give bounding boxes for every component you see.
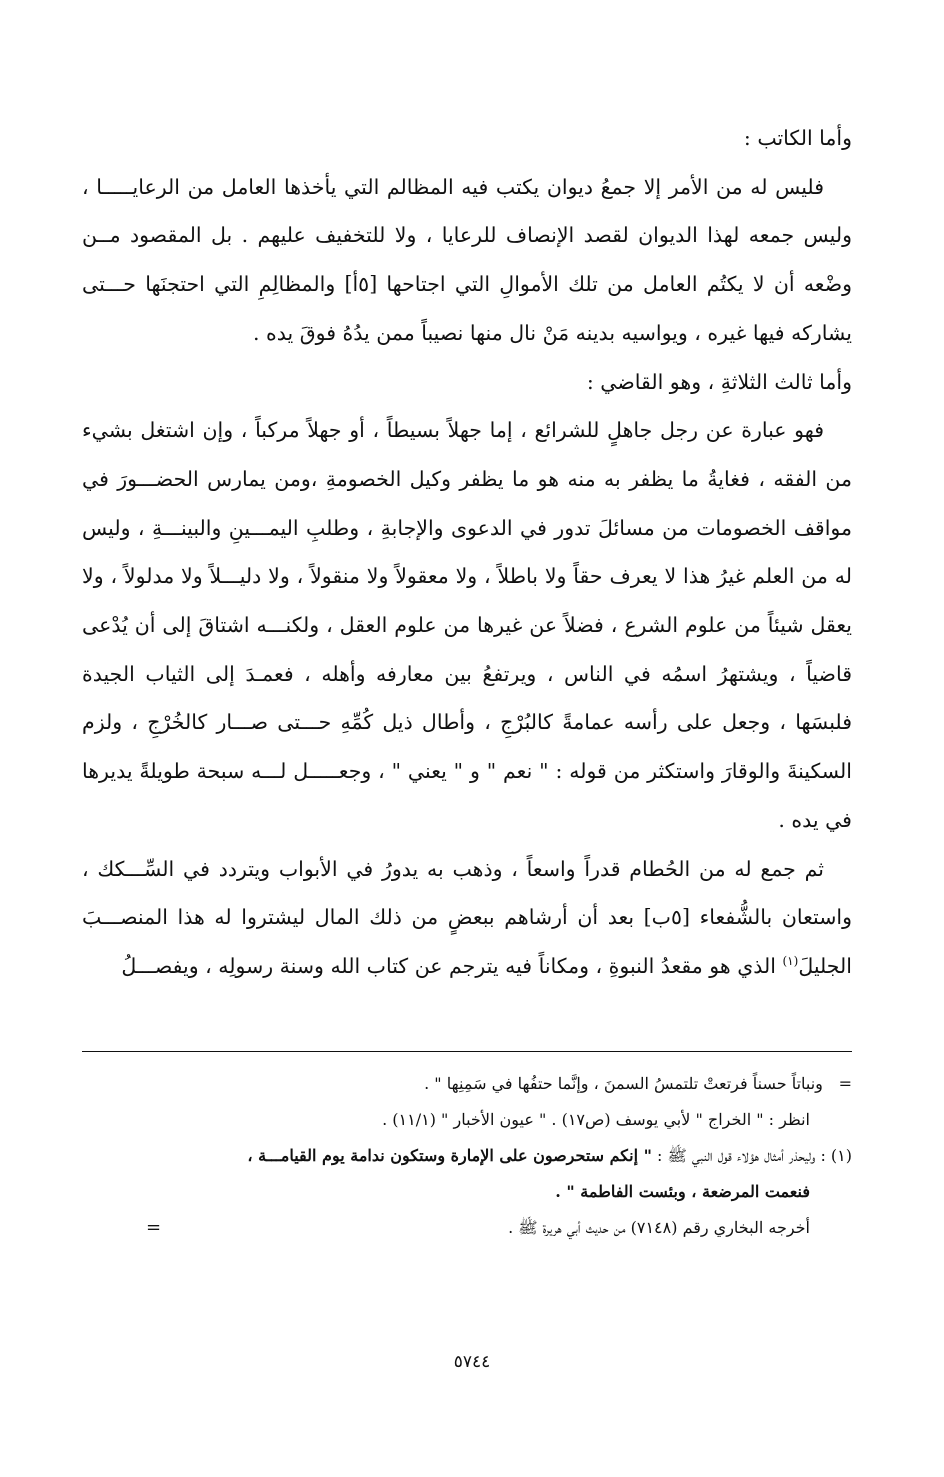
- footnotes: [82, 1068, 852, 1248]
- paragraph-office: [82, 845, 852, 991]
- hadith-quote: " إنكم ستحرصون على الإمارة وستكون ندامة يوم القيامـــة ،: [247, 1146, 652, 1165]
- paragraph-scribe-heading: وأما الكاتب :: [743, 126, 852, 150]
- footnote-1: [82, 1140, 852, 1176]
- footnote-divider: [82, 1051, 852, 1052]
- paragraph-office-text: ثم جمع له من الحُطام قدراً واسعاً ، وذهب به يدورُ في الأبواب ويتردد في السِّـــكك ، واستعان بالشُّفعاء [٥ب] بعد أن أرشاهم ببعضٍ من ذلك المال ليشتروا له هذا المنصـــبَ الجليلَ: [82, 856, 852, 978]
- footnote-marker[interactable]: (١): [782, 954, 799, 969]
- main-text: [82, 114, 852, 991]
- paragraph-judge: فهو عبارة عن رجل جاهلٍ للشرائع ، إما جهلاً بسيطاً ، أو جهلاً مركباً ، وإن اشتغل بشيء من الفقه ، فغايةُ ما يظفر به منه هو ما يظفر وكيل الخصومةِ ،ومن يمارس الحضـــورَ في مواقف الخصومات من مسائلَ تدور في الدعوى والإجابةِ ، وطلبِ اليمـــينِ والبينـــةِ ، وليس له من العلم غيرُ هذا لا يعرف حقاً ولا باطلاً ، ولا معقولاً ولا منقولاً ، ولا دليـــلاً ولا مدلولاً ، ولا يعقل شيئاً من علوم الشرع ، فضلاً عن غيرها من علوم العقل ، ولكنـــه اشتاقَ إلى أن يُدْعى قاضياً ، ويشتهرُ اسمُه في الناس ، ويرتفعُ بين معارفه وأهله ، فعمـدَ إلى الثياب الجيدة فلبسَها ، وجعل على رأسه عمامةً كالبُرْجِ ، وأطال ذيل كُمِّهِ حـــتى صـــار كالخُرْجِ ، ولزم السكينةَ والوقارَ واستكثر من قوله : " نعم " و " يعني " ، وجعـــــل لـــه سبحة طويلةً يديرها في يده .: [82, 418, 852, 832]
- footnote-line: [82, 1104, 852, 1140]
- footnote-line: [82, 1212, 852, 1248]
- footnote-line: [82, 1176, 852, 1212]
- hadith-quote-end: فنعمت المرضعة ، وبئست الفاطمة " .: [555, 1182, 810, 1201]
- footnote-text: ونباتاً حسناً فرتعتْ تلتمسُ السمنَ ، وإنَّما حتفُها في سَمِنِها " .: [424, 1074, 823, 1093]
- footnote-line: [82, 1068, 852, 1104]
- footnote-text: وليحذر أمثال هؤلاء قول النبي ﷺ :: [651, 1146, 816, 1165]
- footnote-reference: أخرجه البخاري رقم (٧١٤٨) من حديث أبي هريرة ﷺ .: [508, 1218, 810, 1237]
- paragraph-judge-heading: وأما ثالث الثلاثةِ ، وهو القاضي :: [586, 369, 852, 394]
- paragraph-office-end: الذي هو مقعدُ النبوةِ ، ومكاناً فيه يترجم عن كتاب الله وسنة رسولِه ، ويفصـــلُ: [121, 953, 783, 978]
- continuation-mark: =: [838, 1074, 852, 1093]
- continuation-mark: =: [146, 1217, 162, 1238]
- paragraph-scribe: فليس له من الأمر إلا جمعُ ديوان يكتب فيه المظالم التي يأخذها العامل من الرعايـــــا ، وليس جمعه لهذا الديوان لقصد الإنصاف للرعايا ، ولا للتخفيف عليهم . بل المقصود مــن وضْعه أن لا يكتُم العامل من تلك الأموالِ التي اجتاحها [٥أ] والمظالِمِ التي احتجنَها حـــتى يشاركه فيها غيره ، ويواسيه بدينه مَنْ نال منها نصيباً ممن يدُهُ فوقَ يده .: [82, 174, 853, 345]
- footnote-reference: انظر : " الخراج " لأبي يوسف (ص١٧) . " عيون الأخبار " (١١/١) .: [382, 1110, 810, 1129]
- footnote-number: (١) :: [820, 1146, 852, 1165]
- page-number: ٥٧٤٤: [453, 1352, 491, 1372]
